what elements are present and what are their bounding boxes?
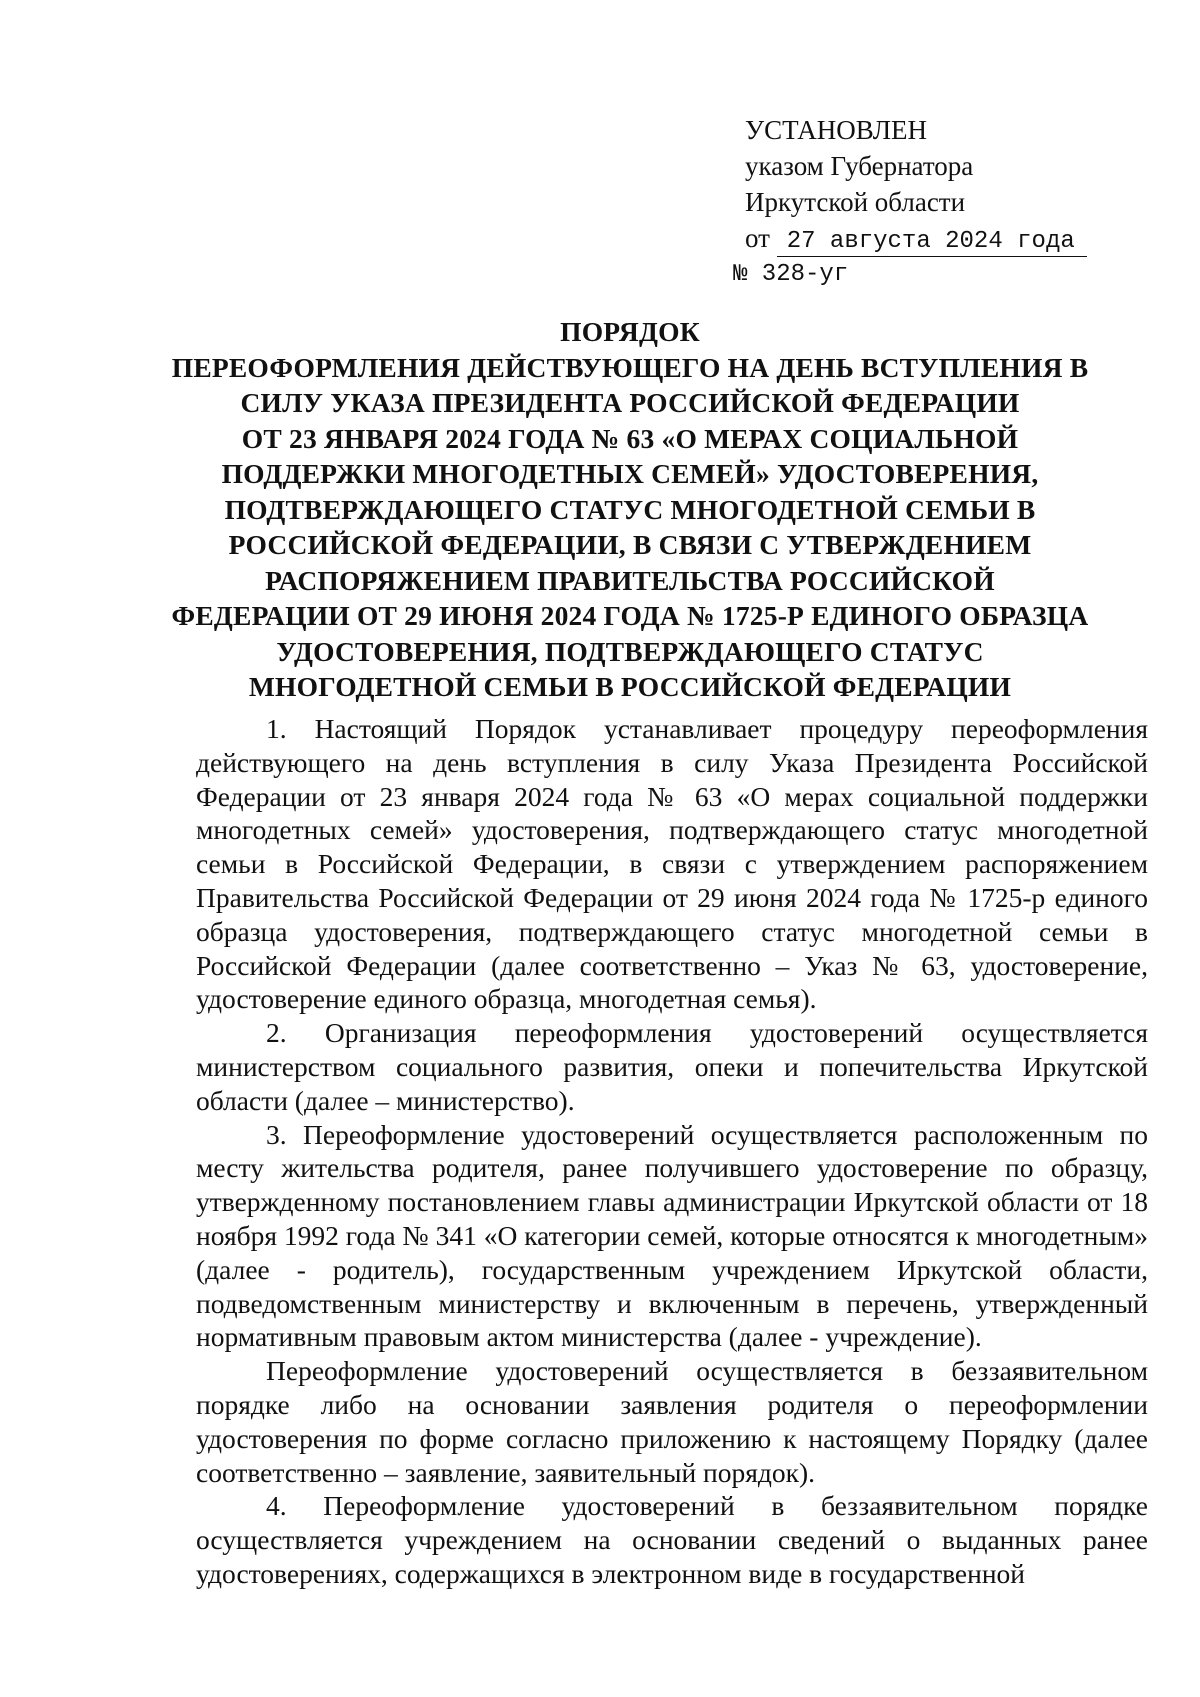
title-line: ФЕДЕРАЦИИ ОТ 29 ИЮНЯ 2024 ГОДА № 1725-Р ЕДИНОГО ОБРАЗЦА xyxy=(171,600,1089,631)
title-line: СИЛУ УКАЗА ПРЕЗИДЕНТА РОССИЙСКОЙ ФЕДЕРАЦИИ xyxy=(240,387,1020,418)
paragraph-1: 1. Настоящий Порядок устанавливает процедуру переоформления действующего на день вступления в силу Указа Президента Российской Федерации от 23 января 2024 года № 63 «О мерах социальной поддержки многодетных семей» удостоверения, подтверждающего статус многодетной семьи в Российской Федерации, в связи с утверждением распоряжением Правительства Российской Федерации от 29 июня 2024 года № 1725-р единого образца удостоверения, подтверждающего статус многодетной семьи в Российской Федерации (далее соответственно – Указ № 63, удостоверение, удостоверение единого образца, многодетная семья). xyxy=(196,713,1148,1015)
title-line: ПЕРЕОФОРМЛЕНИЯ ДЕЙСТВУЮЩЕГО НА ДЕНЬ ВСТУПЛЕНИЯ В xyxy=(171,351,1089,383)
document-body xyxy=(196,712,1148,1591)
title-line: РОССИЙСКОЙ ФЕДЕРАЦИИ, В СВЯЗИ С УТВЕРЖДЕНИЕМ xyxy=(228,529,1032,560)
approval-number: № 328-уг xyxy=(733,261,849,288)
approval-issuer-line2: Иркутской области xyxy=(745,187,966,217)
approval-status: УСТАНОВЛЕН xyxy=(745,115,928,145)
document-title xyxy=(150,314,1110,705)
title-line: ПОРЯДОК xyxy=(560,316,700,347)
approval-stamp xyxy=(733,112,1087,293)
approval-date-value: 27 августа 2024 года xyxy=(777,228,1087,257)
title-line: УДОСТОВЕРЕНИЯ, ПОДТВЕРЖДАЮЩЕГО СТАТУС xyxy=(276,635,984,667)
paragraph-3: 3. Переоформление удостоверений осуществляется расположенным по месту жительства родителя, ранее получившего удостоверение по образцу, утвержденному постановлением главы администрации Иркутской области от 18 ноября 1992 года № 341 «О категории семей, которые относятся к многодетным» (далее - родитель), государственным учреждением Иркутской области, подведомственным министерству и включенным в перечень, утвержденный нормативным правовым актом министерства (далее - учреждение). xyxy=(196,1118,1148,1353)
paragraph-3-continued: Переоформление удостоверений осуществляется в беззаявительном порядке либо на основании заявления родителя о переоформлении удостоверения по форме согласно приложению к настоящему Порядку (далее соответственно – заявление, заявительный порядок). xyxy=(196,1355,1148,1488)
title-line: РАСПОРЯЖЕНИЕМ ПРАВИТЕЛЬСТВА РОССИЙСКОЙ xyxy=(265,564,995,596)
title-line: ПОДТВЕРЖДАЮЩЕГО СТАТУС МНОГОДЕТНОЙ СЕМЬИ В xyxy=(224,493,1036,525)
paragraph-2: 2. Организация переоформления удостоверений осуществляется министерством социального развития, опеки и попечительства Иркутской области (далее – министерство). xyxy=(196,1017,1148,1116)
title-line: ОТ 23 ЯНВАРЯ 2024 ГОДА № 63 «О МЕРАХ СОЦИАЛЬНОЙ xyxy=(241,422,1019,454)
title-line: ПОДДЕРЖКИ МНОГОДЕТНЫХ СЕМЕЙ» УДОСТОВЕРЕНИЯ, xyxy=(221,458,1039,489)
approval-date-prefix: от xyxy=(745,223,770,253)
approval-date-line xyxy=(745,220,1087,257)
title-line: МНОГОДЕТНОЙ СЕМЬИ В РОССИЙСКОЙ ФЕДЕРАЦИИ xyxy=(248,671,1012,702)
approval-issuer-line1: указом Губернатора xyxy=(745,151,974,181)
paragraph-4: 4. Переоформление удостоверений в беззаявительном порядке осуществляется учреждением на основании сведений о выданных ранее удостоверениях, содержащихся в электронном виде в государственной xyxy=(196,1490,1148,1589)
